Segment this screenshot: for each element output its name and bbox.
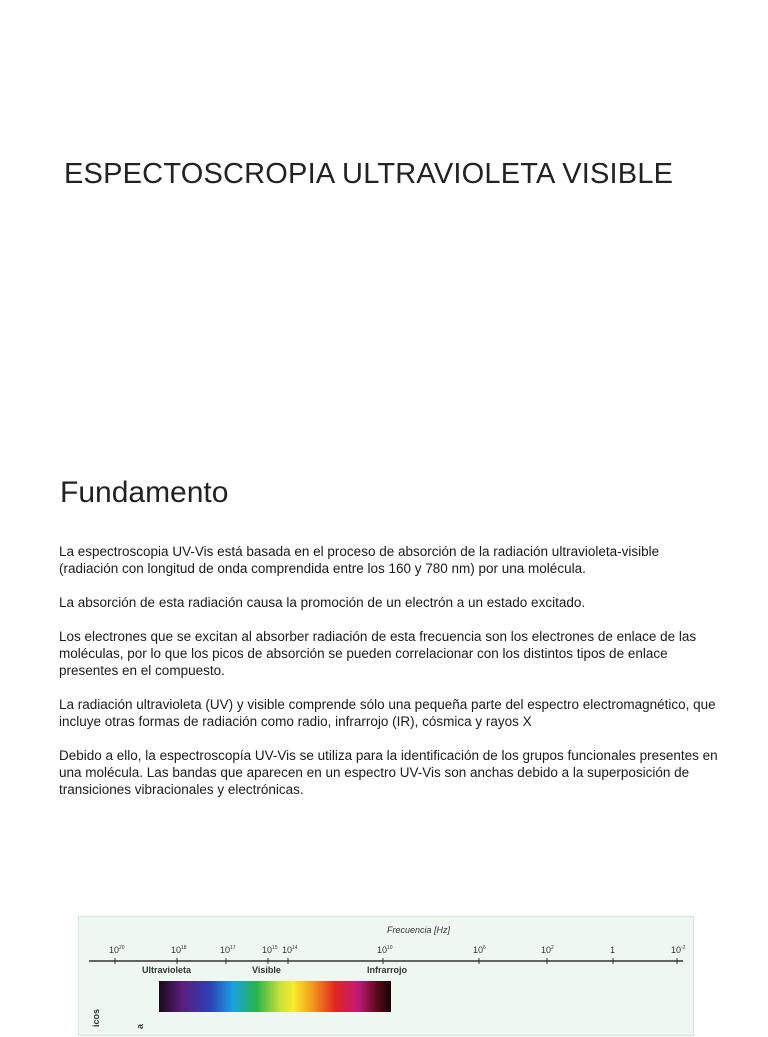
body-text	[59, 543, 719, 815]
paragraph: La radiación ultravioleta (UV) y visible comprende sólo una pequeña parte del espectro electromagnético, que incluye otras formas de radiación como radio, infrarrojo (IR), cósmica y rayos X	[59, 697, 716, 729]
tick-label: $10^{18}$	[171, 945, 187, 955]
tick-label: $10^6$	[473, 945, 486, 955]
spectrum-figure	[78, 916, 694, 1036]
region-label-infrared: Infrarrojo	[367, 965, 408, 975]
paragraph: Debido a ello, la espectroscopía UV-Vis se utiliza para la identificación de los grupos funcionales presentes en una molécula. Las bandas que aparecen en un espectro UV-Vis son anchas debido a la superposición de transiciones vibracionales y electrónicas.	[59, 748, 718, 797]
tick-label: $10^{10}$	[377, 945, 393, 955]
tick-labels	[109, 945, 686, 955]
page-title: ESPECTOSCROPIA ULTRAVIOLETA VISIBLE	[64, 158, 674, 190]
tick-label: $10^{-2}$	[671, 945, 686, 955]
paragraph: La espectroscopia UV-Vis está basada en el proceso de absorción de la radiación ultravioleta-visible (radiación con longitud de onda comprendida entre los 160 y 780 nm) por una molécula.	[59, 544, 660, 576]
region-label-ultraviolet: Ultravioleta	[142, 965, 192, 975]
tick-label: $10^{15}$	[262, 945, 278, 955]
side-label: a	[135, 1023, 145, 1029]
paragraph: Los electrones que se excitan al absorber radiación de esta frecuencia son los electrones de enlace de las moléculas, por lo que los picos de absorción se pueden correlacionar con los distintos tipos de enlace presentes en el compuesto.	[59, 629, 697, 678]
tick-label: $10^{20}$	[109, 945, 125, 955]
axis-title: Frecuencia [Hz]	[387, 925, 451, 935]
tick-label: 1	[610, 945, 616, 955]
paragraph: La absorción de esta radiación causa la promoción de un electrón a un estado excitado.	[59, 595, 586, 610]
tick-label: $10^2$	[541, 945, 554, 955]
spectrum-svg	[79, 917, 695, 1037]
tick-label: $10^{17}$	[220, 945, 236, 955]
tick-label: $10^{14}$	[282, 945, 298, 955]
region-label-visible: Visible	[252, 965, 281, 975]
spectrum-band	[159, 981, 391, 1012]
side-label: icos	[91, 1008, 101, 1027]
section-heading: Fundamento	[60, 476, 229, 509]
